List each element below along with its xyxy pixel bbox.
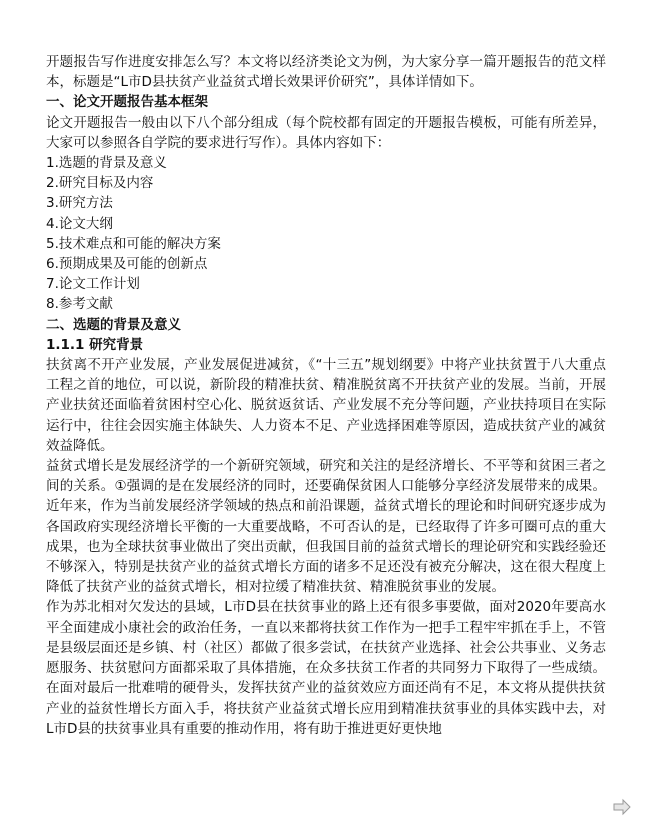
framework-intro-paragraph: 论文开题报告一般由以下八个部分组成（每个院校都有固定的开题报告模板，可能有所差异，大家可以参照各自学院的要求进行写作）。具体内容如下： [46, 114, 606, 151]
body-paragraph: 扶贫离不开产业发展，产业发展促进减贫，《“十三五”规划纲要》中将产业扶贫置于八大重点工程之首的地位，可以说，新阶段的精准扶贫、精准脱贫离不开扶贫产业的发展。当前，开展产业扶贫还面临着贫困村空心化、脱贫返贫话、产业发展不充分等问题，产业扶持项目在实际运行中，往往会因实施主体缺失、人力资本不足、产业选择困难等原因，造成扶贫产业的减贫效益降低。 [46, 357, 606, 454]
intro-paragraph: 开题报告写作进度安排怎么写？本文将以经济类论文为例，为大家分享一篇开题报告的范文样本，标题是“L市D县扶贫产业益贫式增长效果评价研究”，具体详情如下。 [46, 54, 606, 91]
framework-list-item: 7.论文工作计划 [46, 276, 140, 293]
section-heading-background: 二、选题的背景及意义 [46, 316, 181, 333]
framework-list-item: 1.选题的背景及意义 [46, 155, 167, 172]
framework-list-item: 3.研究方法 [46, 195, 113, 212]
document-body [46, 52, 606, 739]
framework-list-item: 4.论文大纲 [46, 215, 113, 232]
framework-list-item: 2.研究目标及内容 [46, 175, 154, 192]
next-page-arrow-icon[interactable] [612, 798, 632, 816]
next-page-arrow-icon-svg [612, 798, 632, 816]
framework-list-item: 5.技术难点和可能的解决方案 [46, 235, 221, 252]
body-paragraph: 作为苏北相对欠发达的县域，L市D县在扶贫事业的路上还有很多事要做，面对2020年要高水平全面建成小康社会的政治任务，一直以来都将扶贫工作作为一把手工程牢牢抓在手上，不管是县级层面还是乡镇、村（社区）都做了很多尝试，在扶贫产业选择、社会公共事业、义务志愿服务、扶贫慰问方面都采取了具体措施，在众多扶贫工作者的共同努力下取得了一些成绩。在面对最后一批难啃的硬骨头，发挥扶贫产业的益贫效应方面还尚有不足，本文将从提供扶贫产业的益贫性增长方面入手，将扶贫产业益贫式增长应用到精准扶贫事业的具体实践中去，对L市D县的扶贫事业具有重要的推动作用，将有助于推进更好更快地 [46, 599, 606, 737]
section-heading-framework: 一、论文开题报告基本框架 [46, 94, 208, 111]
subsection-heading-research-background: 1.1.1 研究背景 [46, 336, 144, 353]
body-paragraph: 益贫式增长是发展经济学的一个新研究领域，研究和关注的是经济增长、不平等和贫困三者之间的关系。①强调的是在发展经济的同时，还要确保贫困人口能够分享经济发展带来的成果。近年来，作为当前发展经济学领域的热点和前沿课题，益贫式增长的理论和时间研究逐步成为各国政府实现经济增长平衡的一大重要战略，不可否认的是，已经取得了许多可圈可点的重大成果，也为全球扶贫事业做出了突出贡献，但我国目前的益贫式增长的理论研究和实践经验还不够深入，特别是扶贫产业的益贫式增长方面的诸多不足还没有被充分解决，这在很大程度上降低了扶贫产业的益贫式增长，相对拉缓了精准扶贫、精准脱贫事业的发展。 [46, 458, 606, 596]
framework-list-item: 8.参考文献 [46, 296, 113, 313]
framework-list-item: 6.预期成果及可能的创新点 [46, 256, 208, 273]
